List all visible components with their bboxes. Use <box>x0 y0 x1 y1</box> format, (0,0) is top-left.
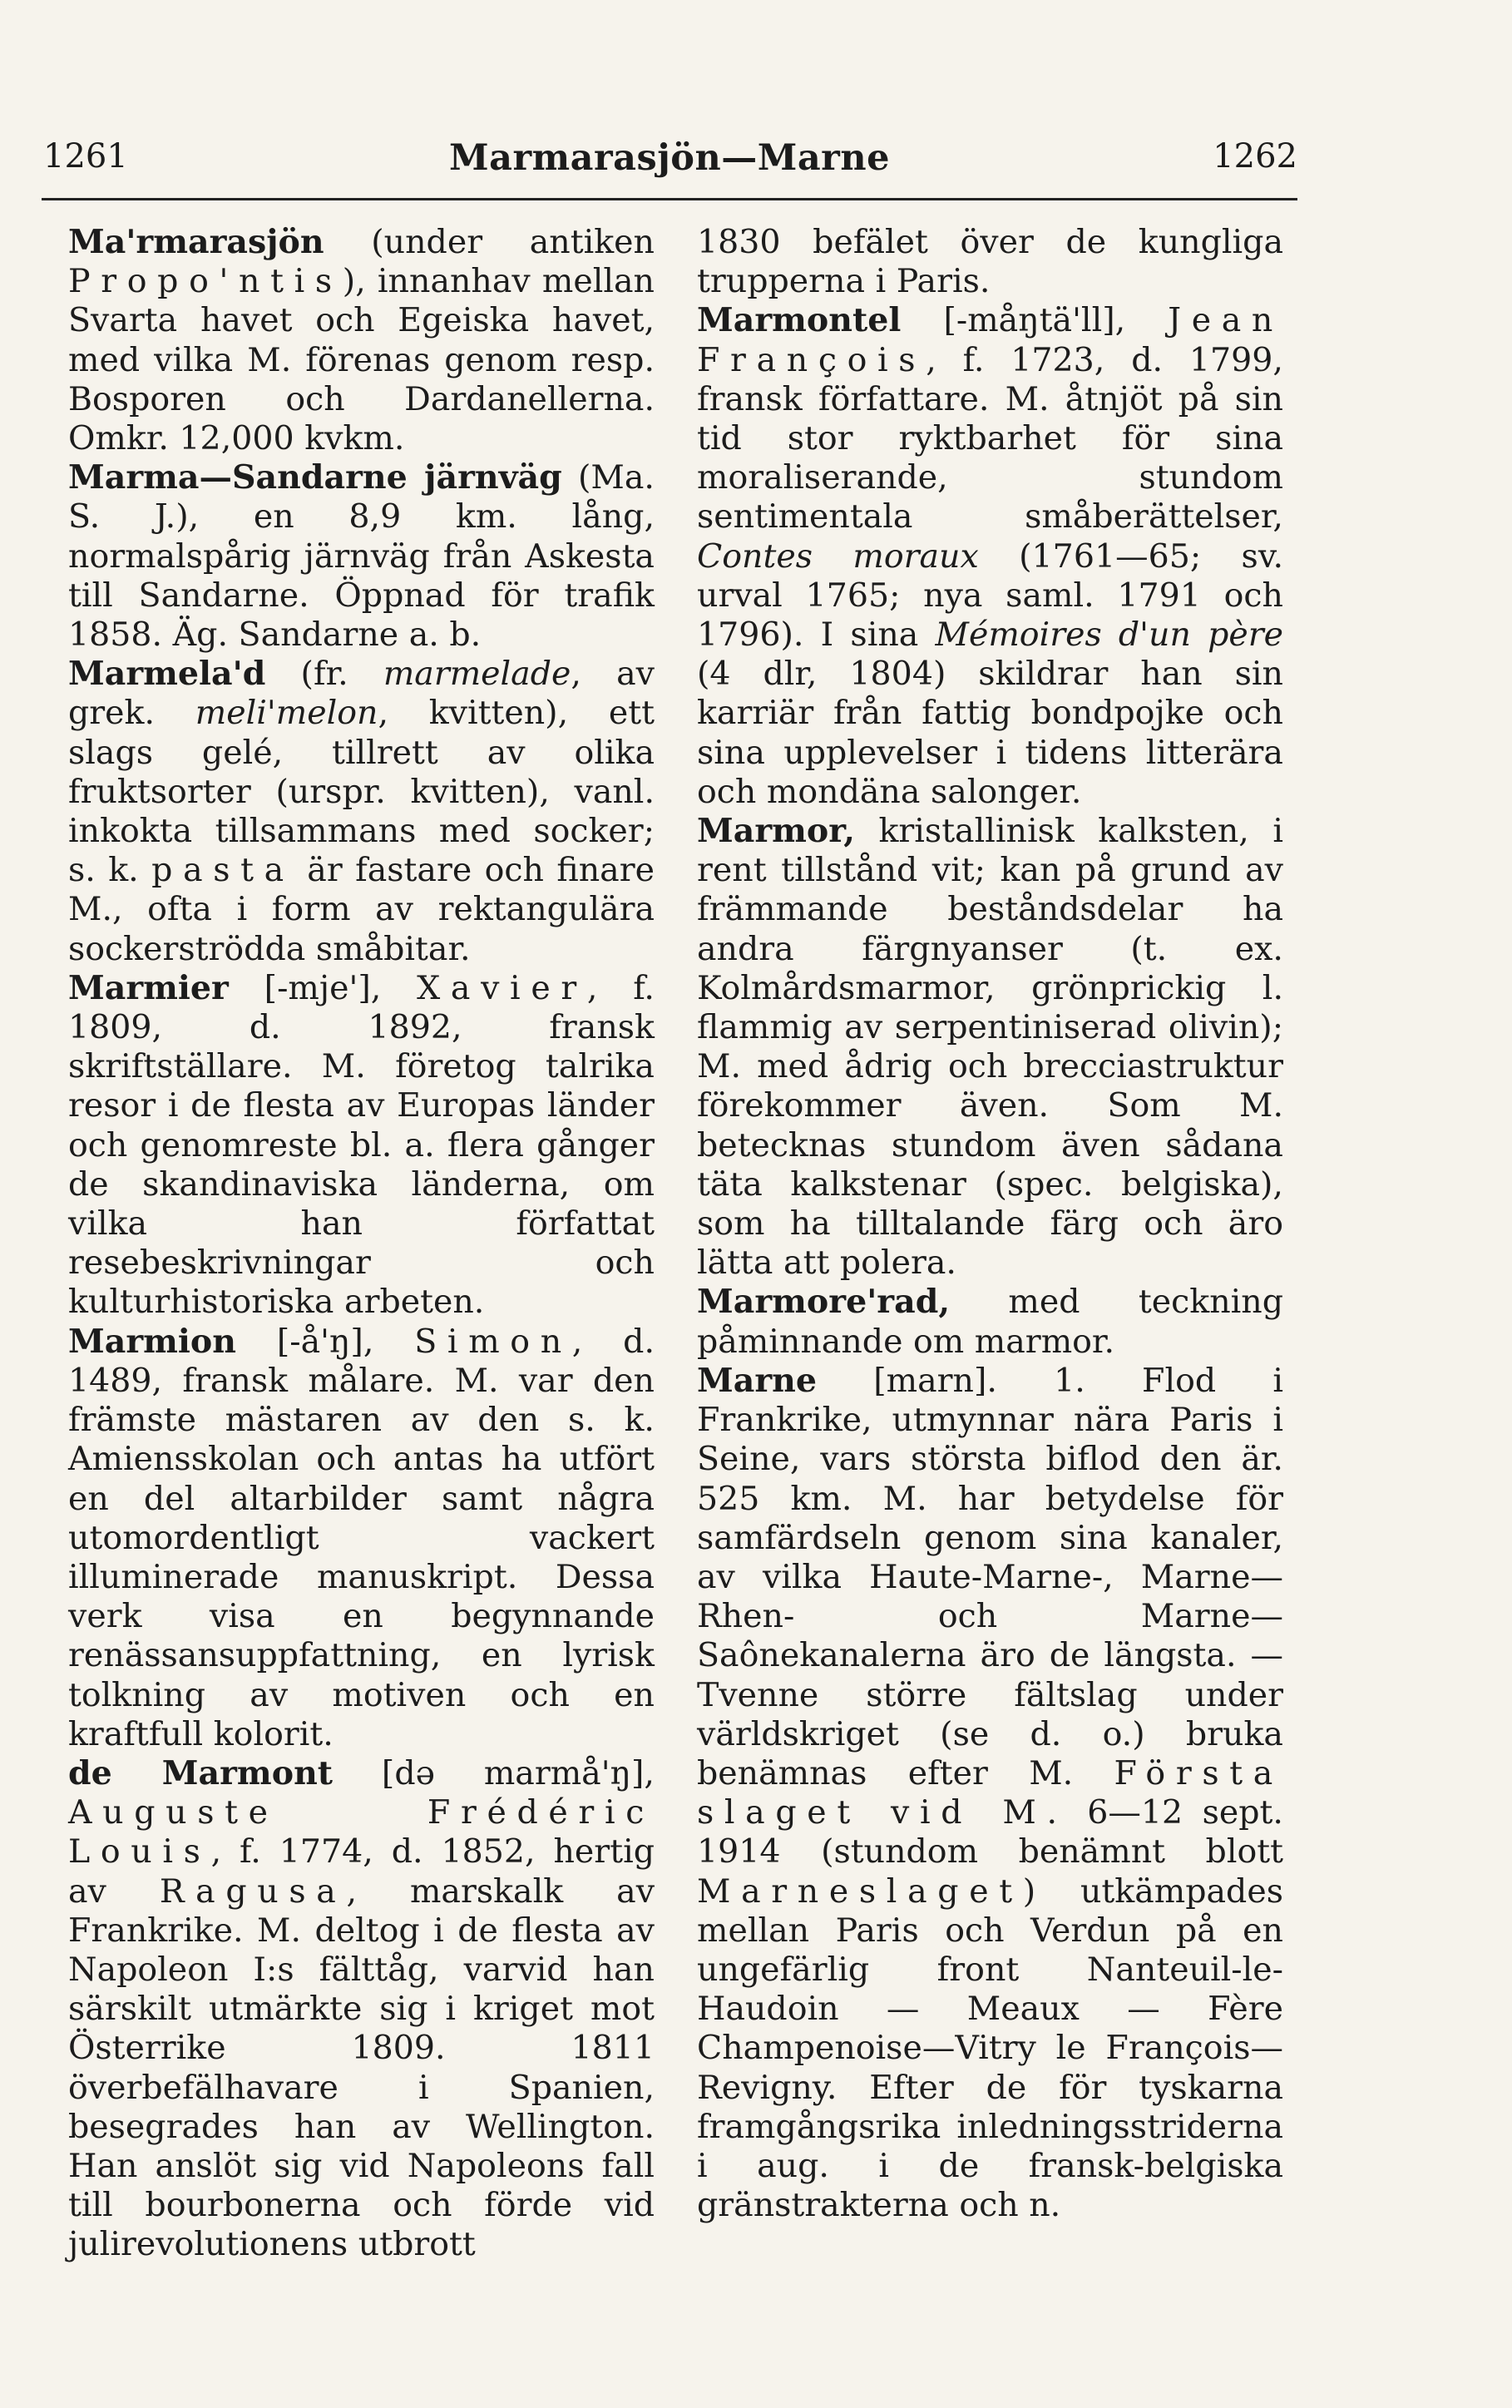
header-rule <box>42 198 1297 200</box>
entry-text: ) utkämpades mellan Paris och Verdun på en ungefärlig front Nanteuil-le-Haudoin — Meaux — Fère Champenoise—Vitry le François—Revigny. Efter de för tyskarna framgångsrika inledningsstriderna i aug. i de fransk-belgiska gränstrakterna och n. <box>697 1872 1283 2225</box>
italic-term: marmelade <box>383 655 571 694</box>
entry-marmor <box>697 812 1283 1283</box>
entry-text: 1830 befälet över de kungliga trupperna i Paris. <box>697 223 1283 301</box>
headword: Marmion <box>68 1322 236 1361</box>
entry-text: (1761—65; sv. urval 1765; nya saml. 1791 och 1796). I sina <box>697 536 1283 655</box>
entry-text: [-mje'], <box>228 968 418 1007</box>
spaced-term: pasta <box>151 851 294 890</box>
italic-term: Mémoires d'un père <box>935 616 1283 655</box>
entry-text: (Ma. S. J.), en 8,9 km. lång, normalspårig järnväg från Askesta till Sandarne. Öppnad för trafik 1858. Äg. Sandarne a. b. <box>68 458 655 655</box>
entry-text: , marskalk av Frankrike. M. deltog i de flesta av Napoleon I:s fälttåg, varvid han särskilt utmärkte sig i kriget mot Österrike 1809. 1811 överbefälhavare i Spanien, besegrades han av Wellington. Han anslöt sig vid Napoleons fall till bourbonerna och förde vid julirevolutionens utbrott <box>68 1872 655 2264</box>
headword: Marne <box>697 1361 817 1400</box>
entry-text: ), innanhav mellan Svarta havet och Egeiska havet, med vilka M. förenas genom resp. Bosporen och Dardanellerna. Omkr. 12,000 kvkm. <box>68 262 655 458</box>
entry-text: , f. 1774, d. 1852, hertig av <box>68 1832 655 1911</box>
entry-text: [marn]. 1. Flod i Frankrike, utmynnar nära Paris i Seine, vars största biflod den är. 525 km. M. har betydelse för samfärdseln genom sina kanaler, av vilka Haute-Marne-, Marne—Rhen- och Marne—Saônekanalerna äro de längsta. — Tvenne större fältslag under världskriget (se d. o.) bruka benämnas efter M. <box>697 1361 1283 1792</box>
entry-marmorerad <box>697 1283 1283 1361</box>
entry-text: (under antiken <box>324 223 655 261</box>
headword: Marmor, <box>697 812 855 851</box>
entry-marmarasjon <box>68 223 655 458</box>
headword: Marmontel <box>697 301 902 340</box>
running-header <box>42 137 1297 187</box>
headword: Marmela'd <box>68 655 266 694</box>
spaced-term: Xavier <box>417 968 587 1007</box>
entry-text: kristallinisk kalksten, i rent tillstånd vit; kan på grund av främmande beståndsdelar ha andra färgnyanser (t. ex. Kolmårdsmarmor, grönprickig l. flammig av serpentiniserad olivin); M. med ådrig och brecciastruktur förekommer även. Som M. betecknas stundom även sådana täta kalkstenar (spec. belgiska), som ha tilltalande färg och äro lätta att polera. <box>697 812 1283 1283</box>
entry-text: , kvitten), ett slags gelé, tillrett av olika fruktsorter (urspr. kvitten), vanl. inkokta tillsammans med socker; s. k. <box>68 694 655 890</box>
entry-text: , av grek. <box>68 655 655 733</box>
spaced-term: Jean François <box>697 301 1283 379</box>
left-column <box>68 223 655 2265</box>
entry-text: [-å'ŋ], <box>236 1322 415 1361</box>
spaced-term: Propo'ntis <box>68 262 343 301</box>
entry-marmont <box>68 1754 655 2265</box>
italic-term: Contes moraux <box>697 536 979 576</box>
headword: Marmier <box>68 968 229 1007</box>
entry-marmion <box>68 1323 655 1754</box>
entry-text: är fastare och finare M., ofta i form av rektangulära sockerströdda småbitar. <box>68 851 655 968</box>
entry-text: , f. 1723, d. 1799, fransk författare. M. åtnjöt på sin tid stor ryktbarhet för sina moraliserande, stundom sentimentala småberättelser, <box>697 340 1283 536</box>
entry-text: [-måŋtä'll], <box>901 301 1169 340</box>
entry-text: med teckning påminnande om marmor. <box>697 1283 1283 1361</box>
headword: de Marmont <box>68 1753 334 1792</box>
headword: Marmore'rad, <box>697 1283 951 1322</box>
entry-marne <box>697 1362 1283 2225</box>
entry-continuation <box>697 223 1283 301</box>
spaced-term: Auguste Frédéric Louis <box>68 1793 655 1872</box>
entry-text: , f. 1809, d. 1892, fransk skriftställare. M. företog talrika resor i de flesta av Europas länder och genomreste bl. a. flera gånger de skandinaviska länderna, om vilka han författat resebeskrivningar och kulturhistoriska arbeten. <box>68 968 655 1322</box>
italic-term: meli'melon <box>195 694 378 733</box>
page-number-right: 1262 <box>1213 137 1297 176</box>
spaced-term: Första slaget vid M. <box>697 1753 1283 1832</box>
running-title: Marmarasjön—Marne <box>449 137 890 179</box>
spaced-term: Marneslaget <box>697 1872 1023 1911</box>
entry-text: (4 dlr, 1804) skildrar han sin karriär från fattig bondpojke och sina upplevelser i tidens litterära och mondäna salonger. <box>697 655 1283 811</box>
entry-text: (fr. <box>265 655 383 694</box>
entry-text: , d. 1489, fransk målare. M. var den främste mästaren av den s. k. Amiensskolan och antas ha utfört en del altarbilder samt några utomordentligt vackert illuminerade manuskript. Dessa verk visa en begynnande renässansuppfattning, en lyrisk tolkning av motiven och en kraftfull kolorit. <box>68 1322 655 1753</box>
right-column <box>697 223 1283 2225</box>
entry-marma-sandarne <box>68 458 655 655</box>
spaced-term: Ragusa <box>159 1872 347 1911</box>
spaced-term: Simon <box>414 1322 572 1361</box>
entry-text: [də marmå'ŋ], <box>333 1753 655 1792</box>
entry-marmelad <box>68 655 655 969</box>
page-number-left: 1261 <box>43 137 128 176</box>
entry-marmier <box>68 969 655 1323</box>
entry-text: 6—12 sept. 1914 (stundom benämnt blott <box>697 1793 1283 1872</box>
headword: Ma'rmarasjön <box>68 223 324 261</box>
entry-marmontel <box>697 301 1283 812</box>
headword: Marma—Sandarne järnväg <box>68 458 562 497</box>
